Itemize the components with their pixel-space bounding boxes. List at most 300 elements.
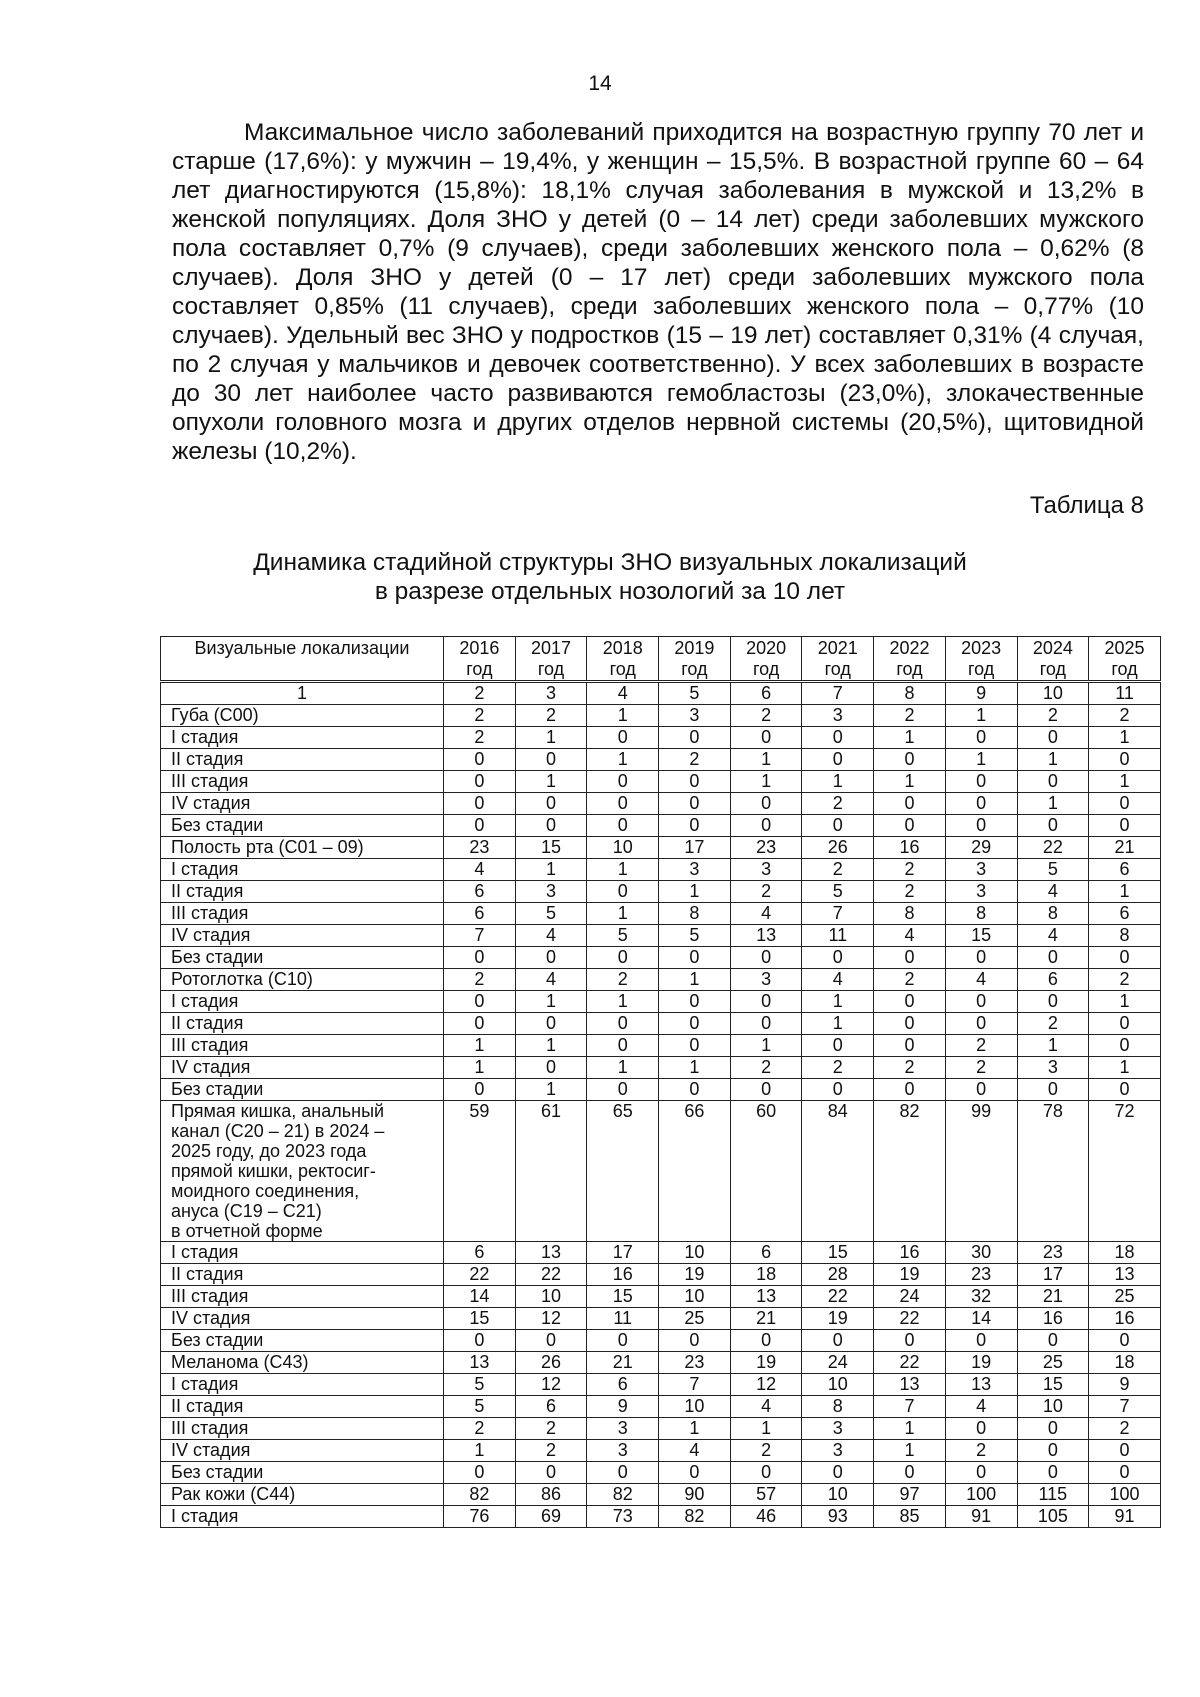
header-year-cell: [1017, 637, 1089, 682]
stage-structure-table: [160, 636, 1161, 1528]
value-cell: 16: [874, 837, 946, 859]
value-cell: 2: [515, 1440, 587, 1462]
value-cell: 12: [730, 1374, 802, 1396]
value-cell: 1: [515, 991, 587, 1013]
row-label-cell: IV стадия: [161, 1308, 444, 1330]
value-cell: 25: [659, 1308, 731, 1330]
value-cell: 0: [515, 815, 587, 837]
year-label: 2022: [889, 638, 930, 658]
value-cell: 15: [1017, 1374, 1089, 1396]
value-cell: 0: [587, 1462, 659, 1484]
row-label-cell: Без стадии: [161, 1462, 444, 1484]
value-cell: 1: [1017, 793, 1089, 815]
value-cell: 4: [1017, 925, 1089, 947]
table-row: [161, 1352, 1161, 1374]
value-cell: 3: [659, 705, 731, 727]
value-cell: 18: [1089, 1352, 1161, 1374]
row-label-cell: I стадия: [161, 1374, 444, 1396]
value-cell: 0: [444, 991, 516, 1013]
row-label-cell: I стадия: [161, 1506, 444, 1528]
value-cell: 4: [945, 969, 1017, 991]
value-cell: 1: [1089, 991, 1161, 1013]
year-suffix: год: [1111, 659, 1138, 679]
value-cell: 3: [802, 1418, 874, 1440]
value-cell: 6: [1017, 969, 1089, 991]
value-cell: 10: [802, 1374, 874, 1396]
value-cell: 6: [730, 1242, 802, 1264]
value-cell: 1: [730, 1418, 802, 1440]
value-cell: 24: [802, 1352, 874, 1374]
value-cell: 0: [730, 991, 802, 1013]
value-cell: 2: [444, 969, 516, 991]
table-title-line-1: Динамика стадийной структуры ЗНО визуальных локализаций: [253, 549, 967, 576]
value-cell: 6: [444, 903, 516, 925]
value-cell: 3: [1017, 1057, 1089, 1079]
year-suffix: год: [752, 659, 780, 679]
value-cell: 93: [802, 1506, 874, 1528]
value-cell: 82: [444, 1484, 516, 1506]
value-cell: 0: [945, 1079, 1017, 1101]
row-label-cell: I стадия: [161, 1242, 444, 1264]
value-cell: 10: [659, 1286, 731, 1308]
value-cell: 0: [945, 1462, 1017, 1484]
value-cell: 4: [945, 1396, 1017, 1418]
year-suffix: год: [968, 659, 995, 679]
value-cell: 0: [874, 793, 946, 815]
year-label: 2023: [961, 638, 1002, 658]
row-label-cell: II стадия: [161, 1396, 444, 1418]
value-cell: 1: [444, 1035, 516, 1057]
value-cell: 5: [802, 881, 874, 903]
year-suffix: год: [609, 659, 636, 679]
value-cell: 2: [874, 859, 946, 881]
row-label-cell: III стадия: [161, 1286, 444, 1308]
value-cell: 4: [444, 859, 516, 881]
value-cell: 82: [587, 1484, 659, 1506]
value-cell: 1: [587, 1057, 659, 1079]
table-row: [161, 903, 1161, 925]
value-cell: 7: [659, 1374, 731, 1396]
value-cell: 10: [515, 1286, 587, 1308]
value-cell: 0: [945, 1013, 1017, 1035]
value-cell: 85: [874, 1506, 946, 1528]
value-cell: 23: [945, 1264, 1017, 1286]
value-cell: 1: [587, 705, 659, 727]
value-cell: 1: [874, 727, 946, 749]
table-row: [161, 1035, 1161, 1057]
table-row: [161, 881, 1161, 903]
value-cell: 16: [874, 1242, 946, 1264]
value-cell: 0: [444, 793, 516, 815]
value-cell: 0: [945, 1330, 1017, 1352]
body-paragraph: Максимальное число заболеваний приходится на возрастную группу 70 лет и старше (17,6%): у мужчин – 19,4%, у женщин – 15,5%. В возрастной группе 60 – 64 лет диагностируются (15,8%): 18,1% случая заболевания в мужской и 13,2% в женской популяциях. Доля ЗНО у детей (0 – 14 лет) среди заболевших мужского пола составляет 0,7% (9 случаев), среди заболевших женского пола – 0,62% (8 случаев). Доля ЗНО у детей (0 – 17 лет) среди заболевших мужского пола составляет 0,85% (11 случаев), среди заболевших женского пола – 0,77% (10 случаев). Удельный вес ЗНО у подростков (15 – 19 лет) составляет 0,31% (4 случая, по 2 случая у мальчиков и девочек соответственно). У всех заболевших в возрасте до 30 лет наиболее часто развиваются гемобластозы (23,0%), злокачественные опухоли головного мозга и других отделов нервной системы (20,5%), щитовидной железы (10,2%).: [172, 119, 1144, 465]
value-cell: 91: [945, 1506, 1017, 1528]
header-year-cell: [874, 637, 946, 682]
value-cell: 1: [1089, 1057, 1161, 1079]
value-cell: 0: [444, 771, 516, 793]
row-label-cell: IV стадия: [161, 793, 444, 815]
value-cell: 24: [874, 1286, 946, 1308]
value-cell: 0: [587, 1079, 659, 1101]
value-cell: 66: [659, 1101, 731, 1242]
value-cell: 0: [515, 793, 587, 815]
value-cell: 2: [1089, 705, 1161, 727]
value-cell: 4: [515, 969, 587, 991]
table-row: [161, 749, 1161, 771]
value-cell: 7: [874, 1396, 946, 1418]
value-cell: 22: [802, 1286, 874, 1308]
value-cell: 1: [802, 991, 874, 1013]
header-year-cell: [802, 637, 874, 682]
value-cell: 13: [945, 1374, 1017, 1396]
value-cell: 0: [444, 815, 516, 837]
column-number-cell: 1: [161, 682, 444, 705]
value-cell: 0: [587, 771, 659, 793]
value-cell: 3: [945, 859, 1017, 881]
value-cell: 0: [1017, 771, 1089, 793]
value-cell: 0: [444, 1462, 516, 1484]
value-cell: 1: [587, 859, 659, 881]
row-label-cell: IV стадия: [161, 1440, 444, 1462]
value-cell: 32: [945, 1286, 1017, 1308]
value-cell: 0: [874, 991, 946, 1013]
table-row: [161, 705, 1161, 727]
row-label-cell: I стадия: [161, 727, 444, 749]
value-cell: 13: [730, 1286, 802, 1308]
header-year-cell: [730, 637, 802, 682]
column-number-cell: 6: [730, 682, 802, 705]
value-cell: 2: [802, 859, 874, 881]
value-cell: 1: [802, 771, 874, 793]
value-cell: 0: [1017, 1079, 1089, 1101]
value-cell: 0: [515, 1462, 587, 1484]
table-row: [161, 1057, 1161, 1079]
table-row: [161, 859, 1161, 881]
value-cell: 1: [874, 1418, 946, 1440]
value-cell: 17: [587, 1242, 659, 1264]
value-cell: 0: [444, 1330, 516, 1352]
value-cell: 1: [730, 771, 802, 793]
value-cell: 8: [945, 903, 1017, 925]
value-cell: 84: [802, 1101, 874, 1242]
table-row: [161, 925, 1161, 947]
value-cell: 0: [1089, 1079, 1161, 1101]
table-row: [161, 793, 1161, 815]
value-cell: 0: [945, 793, 1017, 815]
value-cell: 25: [1017, 1352, 1089, 1374]
value-cell: 59: [444, 1101, 516, 1242]
year-suffix: год: [537, 659, 565, 679]
value-cell: 16: [1017, 1308, 1089, 1330]
value-cell: 1: [587, 991, 659, 1013]
value-cell: 2: [1017, 705, 1089, 727]
value-cell: 6: [444, 881, 516, 903]
value-cell: 76: [444, 1506, 516, 1528]
value-cell: 25: [1089, 1286, 1161, 1308]
value-cell: 26: [802, 837, 874, 859]
value-cell: 1: [515, 1079, 587, 1101]
value-cell: 0: [1017, 1462, 1089, 1484]
value-cell: 0: [659, 727, 731, 749]
value-cell: 0: [587, 1013, 659, 1035]
row-label-cell: IV стадия: [161, 1057, 444, 1079]
value-cell: 0: [1017, 947, 1089, 969]
value-cell: 23: [659, 1352, 731, 1374]
value-cell: 22: [515, 1264, 587, 1286]
value-cell: 0: [874, 947, 946, 969]
value-cell: 19: [802, 1308, 874, 1330]
value-cell: 3: [587, 1440, 659, 1462]
value-cell: 1: [1017, 749, 1089, 771]
row-label-cell: III стадия: [161, 1418, 444, 1440]
value-cell: 0: [730, 1079, 802, 1101]
value-cell: 5: [515, 903, 587, 925]
table-row: [161, 1308, 1161, 1330]
value-cell: 5: [1017, 859, 1089, 881]
value-cell: 1: [444, 1440, 516, 1462]
value-cell: 0: [659, 815, 731, 837]
table-row: [161, 1330, 1161, 1352]
year-suffix: год: [1039, 659, 1066, 679]
value-cell: 7: [802, 903, 874, 925]
row-label-cell: II стадия: [161, 749, 444, 771]
header-label-cell: Визуальные локализации: [161, 637, 444, 682]
year-suffix: год: [681, 659, 708, 679]
value-cell: 9: [1089, 1374, 1161, 1396]
value-cell: 0: [515, 1057, 587, 1079]
table-header-row: [161, 637, 1161, 682]
table-row: [161, 771, 1161, 793]
value-cell: 13: [1089, 1264, 1161, 1286]
value-cell: 73: [587, 1506, 659, 1528]
row-label-cell: I стадия: [161, 991, 444, 1013]
value-cell: 100: [1089, 1484, 1161, 1506]
value-cell: 0: [587, 793, 659, 815]
value-cell: 0: [1017, 991, 1089, 1013]
table-row: [161, 837, 1161, 859]
value-cell: 15: [587, 1286, 659, 1308]
value-cell: 19: [659, 1264, 731, 1286]
value-cell: 5: [444, 1396, 516, 1418]
value-cell: 2: [730, 705, 802, 727]
value-cell: 1: [659, 1057, 731, 1079]
value-cell: 0: [659, 1079, 731, 1101]
value-cell: 12: [515, 1374, 587, 1396]
value-cell: 15: [515, 837, 587, 859]
row-label-line: в отчетной форме: [171, 1221, 323, 1241]
value-cell: 2: [587, 969, 659, 991]
value-cell: 0: [802, 749, 874, 771]
value-cell: 0: [730, 1330, 802, 1352]
value-cell: 78: [1017, 1101, 1089, 1242]
row-label-cell: IV стадия: [161, 925, 444, 947]
value-cell: 0: [659, 1013, 731, 1035]
value-cell: 15: [945, 925, 1017, 947]
table-row: [161, 1396, 1161, 1418]
table-row: [161, 1484, 1161, 1506]
column-number-cell: 4: [587, 682, 659, 705]
value-cell: 8: [802, 1396, 874, 1418]
value-cell: 0: [874, 749, 946, 771]
value-cell: 4: [802, 969, 874, 991]
value-cell: 5: [659, 925, 731, 947]
table-number: Таблица 8: [1029, 492, 1144, 519]
header-year-cell: [945, 637, 1017, 682]
value-cell: 10: [659, 1396, 731, 1418]
value-cell: 2: [874, 881, 946, 903]
header-year-cell: [659, 637, 731, 682]
value-cell: 2: [515, 1418, 587, 1440]
value-cell: 0: [1089, 1330, 1161, 1352]
value-cell: 0: [659, 1462, 731, 1484]
value-cell: 0: [515, 947, 587, 969]
value-cell: 0: [874, 1079, 946, 1101]
value-cell: 9: [587, 1396, 659, 1418]
value-cell: 1: [515, 771, 587, 793]
value-cell: 17: [659, 837, 731, 859]
column-number-cell: 9: [945, 682, 1017, 705]
table-row: [161, 1264, 1161, 1286]
value-cell: 22: [444, 1264, 516, 1286]
value-cell: 7: [1089, 1396, 1161, 1418]
row-label-line: Прямая кишка, анальный: [171, 1101, 385, 1121]
row-label-cell: Без стадии: [161, 1330, 444, 1352]
value-cell: 13: [730, 925, 802, 947]
value-cell: 105: [1017, 1506, 1089, 1528]
row-label-cell: Меланома (С43): [161, 1352, 444, 1374]
value-cell: 0: [515, 749, 587, 771]
value-cell: 0: [444, 1079, 516, 1101]
column-number-cell: 2: [444, 682, 516, 705]
value-cell: 2: [945, 1057, 1017, 1079]
row-label-cell: III стадия: [161, 771, 444, 793]
value-cell: 0: [730, 1462, 802, 1484]
year-label: 2017: [531, 638, 572, 658]
value-cell: 8: [1089, 925, 1161, 947]
value-cell: 4: [730, 903, 802, 925]
value-cell: 0: [1017, 1418, 1089, 1440]
value-cell: 1: [659, 881, 731, 903]
value-cell: 10: [802, 1484, 874, 1506]
value-cell: 0: [945, 727, 1017, 749]
value-cell: 0: [659, 1330, 731, 1352]
value-cell: 100: [945, 1484, 1017, 1506]
value-cell: 0: [802, 947, 874, 969]
value-cell: 19: [874, 1264, 946, 1286]
value-cell: 15: [444, 1308, 516, 1330]
value-cell: 2: [802, 1057, 874, 1079]
value-cell: 7: [444, 925, 516, 947]
value-cell: 6: [1089, 859, 1161, 881]
value-cell: 1: [1089, 771, 1161, 793]
value-cell: 2: [730, 1440, 802, 1462]
value-cell: 1: [587, 903, 659, 925]
value-cell: 10: [659, 1242, 731, 1264]
value-cell: 2: [730, 881, 802, 903]
value-cell: 15: [802, 1242, 874, 1264]
value-cell: 10: [587, 837, 659, 859]
value-cell: 91: [1089, 1506, 1161, 1528]
value-cell: 1: [802, 1013, 874, 1035]
value-cell: 90: [659, 1484, 731, 1506]
year-label: 2020: [746, 638, 787, 658]
value-cell: 4: [874, 925, 946, 947]
header-year-cell: [515, 637, 587, 682]
value-cell: 0: [587, 1035, 659, 1057]
table-row: [161, 969, 1161, 991]
value-cell: 0: [1017, 727, 1089, 749]
value-cell: 3: [730, 859, 802, 881]
value-cell: 0: [945, 991, 1017, 1013]
value-cell: 97: [874, 1484, 946, 1506]
value-cell: 0: [945, 771, 1017, 793]
value-cell: 1: [730, 1035, 802, 1057]
value-cell: 26: [515, 1352, 587, 1374]
row-label-cell: II стадия: [161, 1264, 444, 1286]
value-cell: 6: [587, 1374, 659, 1396]
value-cell: 23: [444, 837, 516, 859]
value-cell: 1: [730, 749, 802, 771]
column-number-cell: 5: [659, 682, 731, 705]
value-cell: 6: [444, 1242, 516, 1264]
value-cell: 82: [659, 1506, 731, 1528]
value-cell: 1: [874, 771, 946, 793]
value-cell: 0: [945, 815, 1017, 837]
value-cell: 0: [802, 1330, 874, 1352]
table-row: [161, 991, 1161, 1013]
row-label-cell: Рак кожи (С44): [161, 1484, 444, 1506]
value-cell: 11: [802, 925, 874, 947]
value-cell: 2: [874, 969, 946, 991]
column-number-cell: 7: [802, 682, 874, 705]
year-label: 2021: [817, 638, 858, 658]
table-row: [161, 815, 1161, 837]
column-number-cell: 8: [874, 682, 946, 705]
value-cell: 4: [1017, 881, 1089, 903]
table-row: [161, 1440, 1161, 1462]
value-cell: 0: [874, 1330, 946, 1352]
value-cell: 1: [1017, 1035, 1089, 1057]
value-cell: 16: [1089, 1308, 1161, 1330]
value-cell: 2: [802, 793, 874, 815]
table-row: [161, 727, 1161, 749]
value-cell: 3: [515, 881, 587, 903]
value-cell: 3: [730, 969, 802, 991]
value-cell: 2: [730, 1057, 802, 1079]
value-cell: 8: [659, 903, 731, 925]
value-cell: 0: [1089, 1035, 1161, 1057]
table-row: [161, 1101, 1161, 1242]
row-label-cell: Без стадии: [161, 1079, 444, 1101]
row-label-cell: Ротоглотка (С10): [161, 969, 444, 991]
value-cell: 0: [587, 1330, 659, 1352]
value-cell: 17: [1017, 1264, 1089, 1286]
value-cell: 3: [659, 859, 731, 881]
value-cell: 61: [515, 1101, 587, 1242]
row-label-cell: II стадия: [161, 1013, 444, 1035]
value-cell: 0: [802, 1035, 874, 1057]
year-label: 2019: [674, 638, 715, 658]
row-label-line: моидного соединения,: [171, 1181, 360, 1201]
value-cell: 19: [945, 1352, 1017, 1374]
value-cell: 60: [730, 1101, 802, 1242]
column-number-cell: 11: [1089, 682, 1161, 705]
header-year-cell: [444, 637, 516, 682]
table-title-line-2: в разрезе отдельных нозологий за 10 лет: [374, 578, 846, 605]
value-cell: 0: [874, 1462, 946, 1484]
value-cell: 1: [945, 705, 1017, 727]
year-suffix: год: [466, 659, 493, 679]
